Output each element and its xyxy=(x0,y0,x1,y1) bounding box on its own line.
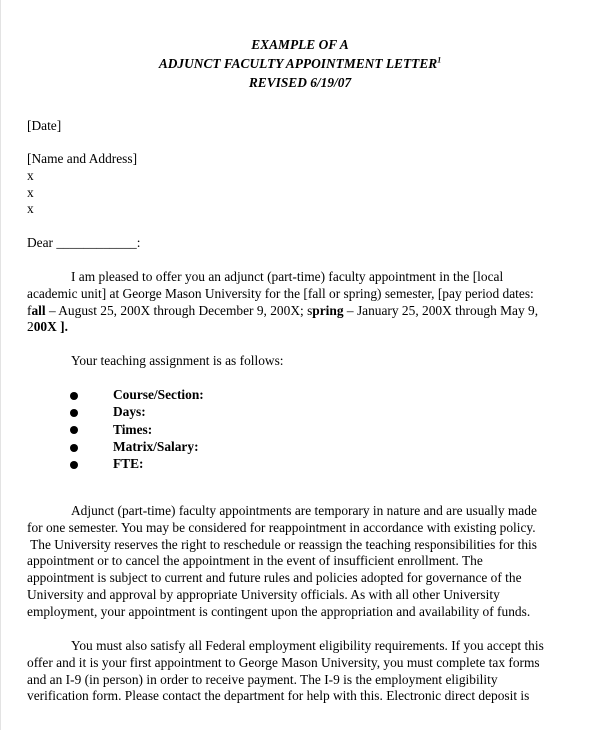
list-item xyxy=(70,387,204,404)
text-line: Adjunct (part-time) faculty appointments are temporary in nature and are usually made xyxy=(71,503,537,518)
text-line: The University reserves the right to reschedule or reassign the teaching responsibilities for this xyxy=(27,536,537,552)
text-line: appointment or to cancel the appointment in the event of insufficient enrollment. The xyxy=(27,553,483,569)
text-line: for one semester. You may be considered for reappointment in accordance with existing policy. xyxy=(27,519,536,535)
text-run: f xyxy=(27,302,32,318)
letter-header xyxy=(0,35,600,92)
date-placeholder: [Date] xyxy=(27,118,62,133)
address-line: x xyxy=(27,201,34,217)
list-item-label: FTE: xyxy=(113,455,144,471)
list-item-label: Times: xyxy=(113,421,153,437)
header-line-3: REVISED 6/19/07 xyxy=(248,75,352,90)
text-line: and an I-9 (in person) in order to receive payment. The I-9 is the employment eligibility xyxy=(27,671,498,687)
teaching-intro xyxy=(27,353,587,370)
name-address-placeholder: [Name and Address] xyxy=(27,151,138,166)
bullet-icon xyxy=(70,444,78,452)
text-line xyxy=(27,319,587,336)
address-line: x xyxy=(27,184,34,200)
bold-run: 00X ]. xyxy=(33,319,68,335)
text-run: – January 25, 200X through May 9, xyxy=(343,302,539,318)
text-line: Your teaching assignment is as follows: xyxy=(71,353,284,368)
text-line: appointment is subject to current and future rules and policies adopted for governance of the xyxy=(27,570,522,586)
list-item-label: Matrix/Salary: xyxy=(113,438,199,454)
text-line: employment, your appointment is contingent upon the appropriation and availability of funds. xyxy=(27,603,531,619)
assignment-list xyxy=(70,387,204,473)
bullet-icon xyxy=(70,426,78,434)
text-line: University and approval by appropriate University officials. As with all other University xyxy=(27,586,500,602)
bullet-icon xyxy=(70,461,78,469)
bullet-icon xyxy=(70,392,78,400)
header-line-2 xyxy=(0,54,600,73)
paragraph-terms xyxy=(27,503,587,621)
text-line: You must also satisfy all Federal employment eligibility requirements. If you accept this xyxy=(71,638,544,653)
paragraph-eligibility xyxy=(27,638,587,705)
list-item xyxy=(70,439,204,456)
bold-run: all xyxy=(31,302,46,318)
text-run: – August 25, 200X through December 9, 200X; s xyxy=(45,302,313,318)
text-line: academic unit] at George Mason University for the [fall or spring) semester, [pay period dates: xyxy=(27,285,534,301)
list-item-label: Course/Section: xyxy=(113,387,204,403)
bold-run: pring xyxy=(312,302,344,318)
text-run: 2 xyxy=(27,319,34,335)
text-line: offer and it is your first appointment to George Mason University, you must complete tax forms xyxy=(27,654,540,670)
text-line: I am pleased to offer you an adjunct (part-time) faculty appointment in the [local xyxy=(71,269,504,284)
bullet-icon xyxy=(70,409,78,417)
list-item xyxy=(70,456,204,473)
footnote-mark: 1 xyxy=(437,55,442,65)
header-line-1: EXAMPLE OF A xyxy=(251,37,349,52)
paragraph-offer xyxy=(27,269,587,336)
address-block xyxy=(27,151,587,218)
header-title: ADJUNCT FACULTY APPOINTMENT LETTER xyxy=(158,56,438,71)
text-line xyxy=(27,303,587,320)
page-edge xyxy=(0,0,1,730)
text-line: verification form. Please contact the department for help with this. Electronic direct deposit is xyxy=(27,688,530,704)
salutation: Dear ____________: xyxy=(27,235,141,250)
address-line: x xyxy=(27,167,34,183)
list-item xyxy=(70,404,204,421)
list-item-label: Days: xyxy=(113,404,146,420)
list-item xyxy=(70,421,204,438)
